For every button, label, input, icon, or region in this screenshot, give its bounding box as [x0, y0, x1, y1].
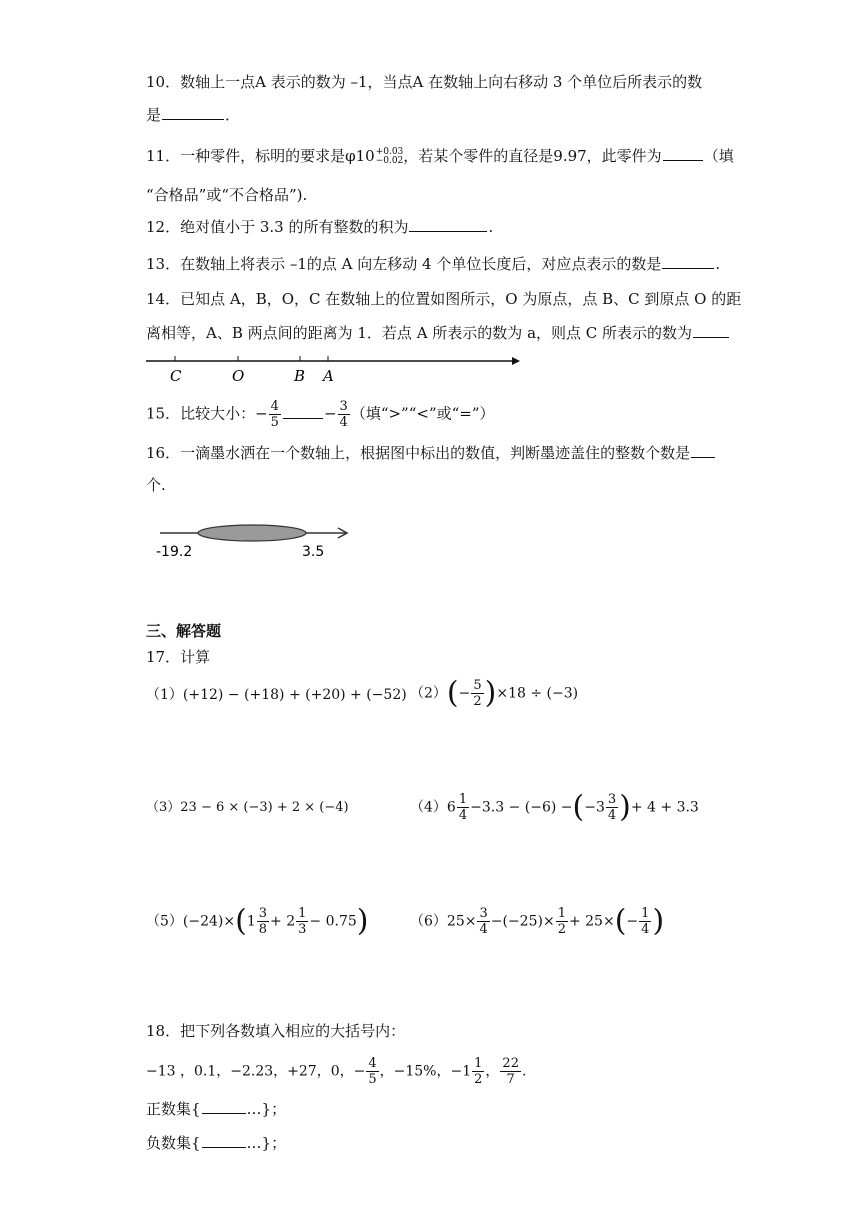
- question-12: [146, 216, 493, 238]
- q11-post: （填: [703, 147, 734, 165]
- expression: + 4 + 3.3: [630, 799, 699, 816]
- numerator: 4: [270, 399, 279, 414]
- fraction: [457, 792, 469, 823]
- part-tag: （5）: [146, 913, 183, 930]
- question-11-line2: “合格品”或“不合格品”).: [146, 186, 308, 204]
- positive-set-line: [146, 1098, 286, 1120]
- q12-suffix: .: [488, 218, 494, 236]
- number-line-figure: [144, 348, 524, 386]
- fraction-2: [338, 399, 350, 430]
- question-15: [146, 399, 495, 430]
- tol-down: −0.02: [375, 156, 404, 166]
- q17-part-1: [146, 684, 407, 706]
- right-value-label: 3.5: [302, 544, 325, 560]
- q10-suffix: ．: [225, 106, 241, 124]
- numerator: 22: [502, 1056, 519, 1071]
- fraction: [639, 906, 651, 937]
- paren: (: [572, 789, 585, 825]
- part-tag: （4）: [410, 799, 447, 816]
- part-tag: （2）: [410, 685, 447, 702]
- denominator: 4: [339, 415, 348, 430]
- tol-up: +0.03: [375, 147, 404, 157]
- numerator: 3: [479, 906, 488, 921]
- numerator: 3: [258, 906, 268, 921]
- q13-text: 13．在数轴上将表示 –1的点 A 向左移动 4 个单位长度后，对应点表示的数是: [146, 255, 662, 273]
- paren: (: [446, 675, 459, 711]
- numerator: 3: [607, 792, 617, 807]
- denominator: 4: [607, 808, 617, 823]
- question-16-line1: [146, 442, 716, 464]
- set-tail: …}；: [246, 1100, 287, 1118]
- negative-set-label: 负数集{: [146, 1134, 201, 1152]
- question-13: [146, 253, 720, 275]
- positive-set-label: 正数集{: [146, 1100, 201, 1118]
- q15-sign2: −: [323, 404, 337, 423]
- answer-blank[interactable]: [409, 217, 487, 232]
- numerator: 3: [339, 399, 348, 414]
- expression: −3.3 − (−6) −: [470, 799, 573, 816]
- numerator: 1: [298, 906, 307, 921]
- answer-blank[interactable]: [662, 254, 714, 269]
- question-10-line1: 10．数轴上一点A 表示的数为 –1，当点A 在数轴上向右移动 3 个单位后所表示的数: [146, 73, 703, 91]
- answer-blank[interactable]: [162, 105, 224, 120]
- expression: ×18 ÷ (−3): [496, 685, 579, 702]
- fraction: [500, 1056, 521, 1087]
- expression: (+12) − (+18) + (+20) + (−52): [182, 687, 407, 703]
- q11-phi: φ10: [345, 147, 375, 165]
- denominator: 4: [479, 922, 488, 937]
- question-11-line1: [146, 145, 734, 167]
- set-tail: …}；: [246, 1134, 287, 1152]
- whole: 6: [446, 799, 456, 816]
- paren: ): [356, 903, 369, 939]
- label-o: O: [232, 367, 245, 385]
- label-c: C: [170, 367, 182, 385]
- denominator: 5: [270, 415, 279, 430]
- fraction-1: [269, 399, 281, 430]
- expression: 23 − 6 × (−3) + 2 × (−4): [180, 800, 349, 815]
- number-list: −13 ，0.1，−2.23，+27，0，: [146, 1063, 354, 1080]
- q17-part-4: [410, 789, 699, 825]
- numerator: 1: [641, 906, 650, 921]
- expression: + 25×: [568, 913, 615, 930]
- answer-blank[interactable]: [663, 146, 703, 161]
- answer-blank[interactable]: [202, 1099, 246, 1114]
- ink-number-line-figure: [150, 518, 360, 564]
- negative-set-line: [146, 1132, 286, 1154]
- q17-part-6: （6）25× $\frac{3}{4}$ −(−25)× $\frac{1}{2}$ + 25×(− $\frac{1}{4}$ ): [410, 903, 665, 939]
- question-17-title: 17．计算: [146, 648, 211, 666]
- fraction: [556, 906, 568, 937]
- percent-item: −15%，: [393, 1063, 451, 1080]
- ink-blot: [198, 525, 306, 541]
- denominator: 2: [473, 694, 482, 709]
- numerator: 5: [473, 678, 482, 693]
- expression: 25×: [446, 913, 477, 930]
- label-a: A: [323, 367, 334, 385]
- q15-post: （填“>”“<”或“=”）: [350, 404, 495, 423]
- q11-mid: ，若某个零件的直径是9.97，此零件为: [403, 147, 662, 165]
- tolerance: [376, 148, 404, 166]
- denominator: 8: [258, 922, 268, 937]
- fraction: [296, 906, 308, 937]
- fraction: [471, 678, 483, 709]
- expression: − 0.75: [309, 913, 357, 930]
- numerator: 1: [557, 906, 566, 921]
- q10-prefix: 是: [146, 106, 162, 124]
- fraction: [606, 792, 618, 823]
- fraction: [366, 1056, 378, 1087]
- part-tag: （3）: [146, 800, 181, 815]
- paren: ): [619, 789, 631, 825]
- q12-text: 12．绝对值小于 3.3 的所有整数的积为: [146, 218, 409, 236]
- paren: (: [614, 903, 627, 939]
- axis-arrow: [512, 357, 520, 365]
- q15-sign1: −: [255, 404, 268, 423]
- fraction: [477, 906, 489, 937]
- left-value-label: -19.2: [156, 544, 193, 560]
- whole: −1: [450, 1063, 472, 1080]
- question-18-numbers: −13 ，0.1，−2.23，+27，0，− $\frac{4}{5}$ ，−15%，−1 $\frac{1}{2}$ ， $\frac{22}{7}$ .: [146, 1056, 527, 1087]
- q17-part-3: [146, 797, 349, 819]
- q17-part-5: [146, 903, 369, 939]
- fraction: [472, 1056, 484, 1087]
- denominator: 3: [298, 922, 307, 937]
- part-tag: （1）: [146, 687, 183, 703]
- denominator: 2: [474, 1072, 483, 1087]
- answer-blank[interactable]: [283, 404, 323, 419]
- whole: 1: [246, 913, 256, 930]
- q16-text: 16．一滴墨水洒在一个数轴上，根据图中标出的数值，判断墨迹盖住的整数个数是: [146, 444, 691, 462]
- section-title: 三、解答题: [146, 622, 222, 640]
- denominator: 2: [557, 922, 566, 937]
- numerator: 4: [368, 1056, 377, 1071]
- denominator: 5: [368, 1072, 377, 1087]
- answer-blank[interactable]: [691, 443, 715, 458]
- numerator: 1: [458, 792, 468, 807]
- fraction: [257, 906, 269, 937]
- expression: + 2: [270, 913, 296, 930]
- question-14-line1: 14．已知点 A，B，O，C 在数轴上的位置如图所示，O 为原点，点 B、C 到原点 O 的距: [146, 290, 742, 308]
- q17-part-2: （2）(− $\frac{5}{2}$ )×18 ÷ (−3): [410, 675, 579, 711]
- answer-blank[interactable]: [693, 323, 729, 338]
- q13-suffix: .: [715, 255, 721, 273]
- paren: ): [652, 903, 665, 939]
- denominator: 4: [641, 922, 650, 937]
- expression: (−24)×: [182, 913, 236, 930]
- whole: −3: [584, 799, 605, 816]
- q14-text: 离相等，A、B 两点间的距离为 1．若点 A 所表示的数为 a，则点 C 所表示的数为: [146, 324, 693, 342]
- q11-text: 11．一种零件，标明的要求是: [146, 147, 346, 165]
- question-16-line2: 个.: [146, 476, 166, 494]
- part-tag: （6）: [410, 913, 447, 930]
- paren: ): [484, 675, 497, 711]
- expression: −(−25)×: [490, 913, 555, 930]
- paren: (: [235, 903, 247, 939]
- label-b: B: [294, 367, 306, 385]
- numerator: 1: [474, 1056, 483, 1071]
- denominator: 4: [458, 808, 468, 823]
- question-10-line2: [146, 104, 240, 126]
- question-14-line2: [146, 322, 730, 344]
- answer-blank[interactable]: [202, 1133, 246, 1148]
- q15-text: 15．比较大小：: [146, 404, 256, 423]
- question-18-title: 18．把下列各数填入相应的大括号内：: [146, 1022, 406, 1040]
- denominator: 7: [506, 1072, 515, 1087]
